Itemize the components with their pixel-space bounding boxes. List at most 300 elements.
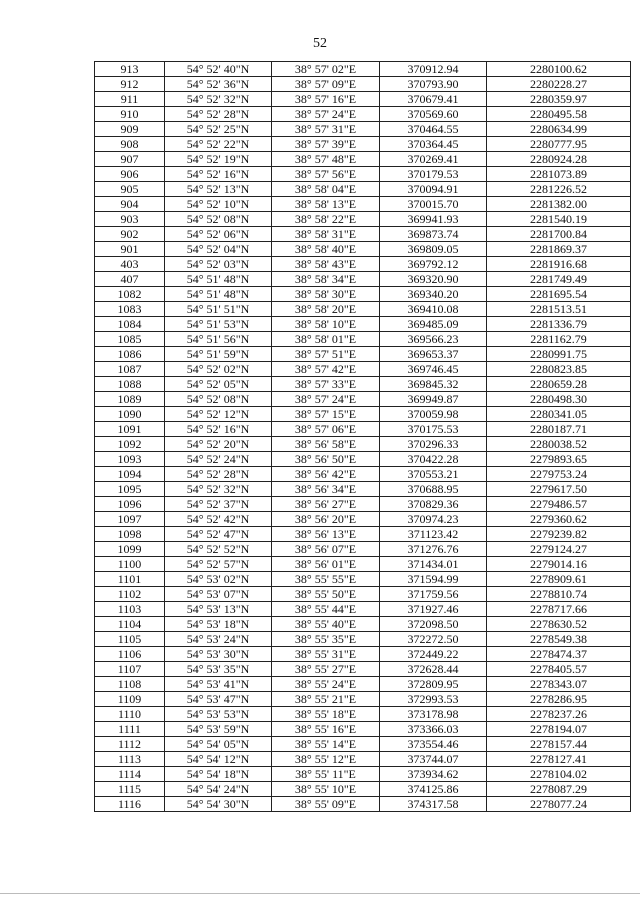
x-coordinate-cell: 370679.41 [380, 92, 487, 107]
x-coordinate-cell: 371123.42 [380, 527, 487, 542]
x-coordinate-cell: 373744.07 [380, 752, 487, 767]
y-coordinate-cell: 2279014.16 [487, 557, 631, 572]
y-coordinate-cell: 2280495.58 [487, 107, 631, 122]
y-coordinate-cell: 2280341.05 [487, 407, 631, 422]
point-number-cell: 904 [95, 197, 165, 212]
point-number-cell: 912 [95, 77, 165, 92]
latitude-cell: 54° 54' 18"N [165, 767, 272, 782]
point-number-cell: 1085 [95, 332, 165, 347]
table-row [95, 317, 631, 332]
point-number-cell: 1101 [95, 572, 165, 587]
latitude-cell: 54° 53' 53"N [165, 707, 272, 722]
longitude-cell: 38° 58' 31"E [272, 227, 380, 242]
point-number-cell: 1109 [95, 692, 165, 707]
latitude-cell: 54° 52' 24"N [165, 452, 272, 467]
latitude-cell: 54° 52' 12"N [165, 407, 272, 422]
x-coordinate-cell: 369809.05 [380, 242, 487, 257]
latitude-cell: 54° 53' 13"N [165, 602, 272, 617]
y-coordinate-cell: 2278157.44 [487, 737, 631, 752]
latitude-cell: 54° 52' 22"N [165, 137, 272, 152]
table-row [95, 782, 631, 797]
x-coordinate-cell: 370422.28 [380, 452, 487, 467]
y-coordinate-cell: 2281869.37 [487, 242, 631, 257]
latitude-cell: 54° 52' 57"N [165, 557, 272, 572]
point-number-cell: 1097 [95, 512, 165, 527]
y-coordinate-cell: 2279239.82 [487, 527, 631, 542]
longitude-cell: 38° 56' 13"E [272, 527, 380, 542]
x-coordinate-cell: 370269.41 [380, 152, 487, 167]
x-coordinate-cell: 370553.21 [380, 467, 487, 482]
latitude-cell: 54° 51' 48"N [165, 272, 272, 287]
latitude-cell: 54° 54' 30"N [165, 797, 272, 812]
x-coordinate-cell: 369653.37 [380, 347, 487, 362]
longitude-cell: 38° 56' 50"E [272, 452, 380, 467]
longitude-cell: 38° 58' 13"E [272, 197, 380, 212]
point-number-cell: 1095 [95, 482, 165, 497]
point-number-cell: 1116 [95, 797, 165, 812]
latitude-cell: 54° 52' 16"N [165, 167, 272, 182]
x-coordinate-cell: 371434.01 [380, 557, 487, 572]
y-coordinate-cell: 2280498.30 [487, 392, 631, 407]
point-number-cell: 1082 [95, 287, 165, 302]
table-row [95, 437, 631, 452]
table-row [95, 527, 631, 542]
table-row [95, 77, 631, 92]
latitude-cell: 54° 53' 35"N [165, 662, 272, 677]
latitude-cell: 54° 52' 19"N [165, 152, 272, 167]
latitude-cell: 54° 54' 24"N [165, 782, 272, 797]
x-coordinate-cell: 370015.70 [380, 197, 487, 212]
longitude-cell: 38° 58' 40"E [272, 242, 380, 257]
longitude-cell: 38° 58' 20"E [272, 302, 380, 317]
table-row [95, 692, 631, 707]
longitude-cell: 38° 55' 16"E [272, 722, 380, 737]
longitude-cell: 38° 57' 24"E [272, 107, 380, 122]
point-number-cell: 901 [95, 242, 165, 257]
x-coordinate-cell: 369320.90 [380, 272, 487, 287]
x-coordinate-cell: 369949.87 [380, 392, 487, 407]
longitude-cell: 38° 55' 55"E [272, 572, 380, 587]
x-coordinate-cell: 370829.36 [380, 497, 487, 512]
latitude-cell: 54° 51' 51"N [165, 302, 272, 317]
point-number-cell: 1108 [95, 677, 165, 692]
table-row [95, 587, 631, 602]
table-row [95, 197, 631, 212]
x-coordinate-cell: 371594.99 [380, 572, 487, 587]
y-coordinate-cell: 2278717.66 [487, 602, 631, 617]
table-row [95, 497, 631, 512]
y-coordinate-cell: 2278343.07 [487, 677, 631, 692]
table-row [95, 512, 631, 527]
point-number-cell: 1091 [95, 422, 165, 437]
page-bottom-edge [0, 893, 640, 894]
longitude-cell: 38° 58' 22"E [272, 212, 380, 227]
longitude-cell: 38° 55' 10"E [272, 782, 380, 797]
table-row [95, 182, 631, 197]
latitude-cell: 54° 53' 24"N [165, 632, 272, 647]
longitude-cell: 38° 57' 16"E [272, 92, 380, 107]
latitude-cell: 54° 52' 20"N [165, 437, 272, 452]
longitude-cell: 38° 55' 12"E [272, 752, 380, 767]
longitude-cell: 38° 55' 27"E [272, 662, 380, 677]
x-coordinate-cell: 370688.95 [380, 482, 487, 497]
latitude-cell: 54° 53' 41"N [165, 677, 272, 692]
latitude-cell: 54° 51' 53"N [165, 317, 272, 332]
y-coordinate-cell: 2279360.62 [487, 512, 631, 527]
x-coordinate-cell: 372993.53 [380, 692, 487, 707]
x-coordinate-cell: 370912.94 [380, 62, 487, 77]
table-row [95, 377, 631, 392]
latitude-cell: 54° 53' 18"N [165, 617, 272, 632]
longitude-cell: 38° 57' 24"E [272, 392, 380, 407]
latitude-cell: 54° 51' 56"N [165, 332, 272, 347]
longitude-cell: 38° 57' 31"E [272, 122, 380, 137]
latitude-cell: 54° 52' 03"N [165, 257, 272, 272]
point-number-cell: 1090 [95, 407, 165, 422]
latitude-cell: 54° 52' 13"N [165, 182, 272, 197]
latitude-cell: 54° 54' 12"N [165, 752, 272, 767]
table-row [95, 647, 631, 662]
table-row [95, 722, 631, 737]
y-coordinate-cell: 2279486.57 [487, 497, 631, 512]
longitude-cell: 38° 57' 09"E [272, 77, 380, 92]
y-coordinate-cell: 2280777.95 [487, 137, 631, 152]
y-coordinate-cell: 2280823.85 [487, 362, 631, 377]
latitude-cell: 54° 52' 40"N [165, 62, 272, 77]
longitude-cell: 38° 56' 34"E [272, 482, 380, 497]
table-row [95, 122, 631, 137]
longitude-cell: 38° 56' 20"E [272, 512, 380, 527]
y-coordinate-cell: 2280991.75 [487, 347, 631, 362]
longitude-cell: 38° 56' 07"E [272, 542, 380, 557]
y-coordinate-cell: 2278194.07 [487, 722, 631, 737]
point-number-cell: 403 [95, 257, 165, 272]
coordinates-table-body [95, 62, 631, 812]
longitude-cell: 38° 55' 50"E [272, 587, 380, 602]
table-row [95, 227, 631, 242]
x-coordinate-cell: 369485.09 [380, 317, 487, 332]
x-coordinate-cell: 370569.60 [380, 107, 487, 122]
page-number: 52 [313, 36, 327, 51]
y-coordinate-cell: 2278810.74 [487, 587, 631, 602]
x-coordinate-cell: 372809.95 [380, 677, 487, 692]
latitude-cell: 54° 52' 25"N [165, 122, 272, 137]
table-row [95, 92, 631, 107]
x-coordinate-cell: 370464.55 [380, 122, 487, 137]
longitude-cell: 38° 58' 10"E [272, 317, 380, 332]
point-number-cell: 1083 [95, 302, 165, 317]
longitude-cell: 38° 58' 43"E [272, 257, 380, 272]
x-coordinate-cell: 371759.56 [380, 587, 487, 602]
longitude-cell: 38° 57' 39"E [272, 137, 380, 152]
point-number-cell: 909 [95, 122, 165, 137]
latitude-cell: 54° 53' 47"N [165, 692, 272, 707]
x-coordinate-cell: 369340.20 [380, 287, 487, 302]
coordinates-table [94, 61, 631, 812]
table-row [95, 452, 631, 467]
x-coordinate-cell: 373554.46 [380, 737, 487, 752]
latitude-cell: 54° 51' 48"N [165, 287, 272, 302]
table-row [95, 107, 631, 122]
table-row [95, 242, 631, 257]
point-number-cell: 1107 [95, 662, 165, 677]
x-coordinate-cell: 372449.22 [380, 647, 487, 662]
table-row [95, 62, 631, 77]
longitude-cell: 38° 55' 40"E [272, 617, 380, 632]
point-number-cell: 905 [95, 182, 165, 197]
point-number-cell: 1102 [95, 587, 165, 602]
table-row [95, 767, 631, 782]
table-row [95, 332, 631, 347]
point-number-cell: 1093 [95, 452, 165, 467]
table-row [95, 797, 631, 812]
x-coordinate-cell: 371276.76 [380, 542, 487, 557]
point-number-cell: 903 [95, 212, 165, 227]
table-row [95, 632, 631, 647]
x-coordinate-cell: 370974.23 [380, 512, 487, 527]
x-coordinate-cell: 370793.90 [380, 77, 487, 92]
latitude-cell: 54° 52' 05"N [165, 377, 272, 392]
y-coordinate-cell: 2281226.52 [487, 182, 631, 197]
table-row [95, 257, 631, 272]
table-row [95, 362, 631, 377]
point-number-cell: 1086 [95, 347, 165, 362]
point-number-cell: 1088 [95, 377, 165, 392]
latitude-cell: 54° 52' 08"N [165, 212, 272, 227]
latitude-cell: 54° 52' 42"N [165, 512, 272, 527]
latitude-cell: 54° 52' 16"N [165, 422, 272, 437]
y-coordinate-cell: 2278909.61 [487, 572, 631, 587]
latitude-cell: 54° 51' 59"N [165, 347, 272, 362]
table-row [95, 137, 631, 152]
x-coordinate-cell: 372628.44 [380, 662, 487, 677]
y-coordinate-cell: 2281073.89 [487, 167, 631, 182]
latitude-cell: 54° 52' 06"N [165, 227, 272, 242]
table-row [95, 407, 631, 422]
longitude-cell: 38° 58' 04"E [272, 182, 380, 197]
table-row [95, 272, 631, 287]
x-coordinate-cell: 369746.45 [380, 362, 487, 377]
x-coordinate-cell: 370296.33 [380, 437, 487, 452]
table-row [95, 557, 631, 572]
y-coordinate-cell: 2278077.24 [487, 797, 631, 812]
x-coordinate-cell: 369941.93 [380, 212, 487, 227]
y-coordinate-cell: 2278549.38 [487, 632, 631, 647]
point-number-cell: 1084 [95, 317, 165, 332]
longitude-cell: 38° 55' 24"E [272, 677, 380, 692]
point-number-cell: 1096 [95, 497, 165, 512]
x-coordinate-cell: 373178.98 [380, 707, 487, 722]
latitude-cell: 54° 53' 02"N [165, 572, 272, 587]
latitude-cell: 54° 52' 47"N [165, 527, 272, 542]
y-coordinate-cell: 2278087.29 [487, 782, 631, 797]
y-coordinate-cell: 2281540.19 [487, 212, 631, 227]
y-coordinate-cell: 2279617.50 [487, 482, 631, 497]
table-row [95, 752, 631, 767]
point-number-cell: 1089 [95, 392, 165, 407]
y-coordinate-cell: 2278127.41 [487, 752, 631, 767]
longitude-cell: 38° 57' 56"E [272, 167, 380, 182]
longitude-cell: 38° 56' 42"E [272, 467, 380, 482]
point-number-cell: 1115 [95, 782, 165, 797]
y-coordinate-cell: 2280659.28 [487, 377, 631, 392]
y-coordinate-cell: 2280228.27 [487, 77, 631, 92]
y-coordinate-cell: 2280634.99 [487, 122, 631, 137]
latitude-cell: 54° 53' 30"N [165, 647, 272, 662]
y-coordinate-cell: 2281700.84 [487, 227, 631, 242]
point-number-cell: 1110 [95, 707, 165, 722]
point-number-cell: 1094 [95, 467, 165, 482]
table-row [95, 287, 631, 302]
point-number-cell: 908 [95, 137, 165, 152]
latitude-cell: 54° 53' 07"N [165, 587, 272, 602]
x-coordinate-cell: 369845.32 [380, 377, 487, 392]
y-coordinate-cell: 2278286.95 [487, 692, 631, 707]
x-coordinate-cell: 371927.46 [380, 602, 487, 617]
x-coordinate-cell: 369566.23 [380, 332, 487, 347]
x-coordinate-cell: 373366.03 [380, 722, 487, 737]
point-number-cell: 1098 [95, 527, 165, 542]
table-row [95, 392, 631, 407]
y-coordinate-cell: 2280100.62 [487, 62, 631, 77]
longitude-cell: 38° 55' 31"E [272, 647, 380, 662]
latitude-cell: 54° 52' 04"N [165, 242, 272, 257]
table-row [95, 572, 631, 587]
point-number-cell: 1103 [95, 602, 165, 617]
latitude-cell: 54° 53' 59"N [165, 722, 272, 737]
table-row [95, 422, 631, 437]
longitude-cell: 38° 58' 34"E [272, 272, 380, 287]
latitude-cell: 54° 52' 08"N [165, 392, 272, 407]
point-number-cell: 1100 [95, 557, 165, 572]
longitude-cell: 38° 55' 18"E [272, 707, 380, 722]
y-coordinate-cell: 2278104.02 [487, 767, 631, 782]
point-number-cell: 1105 [95, 632, 165, 647]
table-row [95, 167, 631, 182]
longitude-cell: 38° 55' 44"E [272, 602, 380, 617]
x-coordinate-cell: 374125.86 [380, 782, 487, 797]
point-number-cell: 1092 [95, 437, 165, 452]
point-number-cell: 907 [95, 152, 165, 167]
y-coordinate-cell: 2278474.37 [487, 647, 631, 662]
longitude-cell: 38° 58' 30"E [272, 287, 380, 302]
longitude-cell: 38° 56' 01"E [272, 557, 380, 572]
longitude-cell: 38° 57' 02"E [272, 62, 380, 77]
longitude-cell: 38° 58' 01"E [272, 332, 380, 347]
x-coordinate-cell: 369410.08 [380, 302, 487, 317]
y-coordinate-cell: 2279124.27 [487, 542, 631, 557]
y-coordinate-cell: 2279893.65 [487, 452, 631, 467]
latitude-cell: 54° 52' 32"N [165, 92, 272, 107]
table-row [95, 347, 631, 362]
point-number-cell: 1111 [95, 722, 165, 737]
latitude-cell: 54° 52' 28"N [165, 107, 272, 122]
y-coordinate-cell: 2281695.54 [487, 287, 631, 302]
longitude-cell: 38° 55' 09"E [272, 797, 380, 812]
longitude-cell: 38° 55' 11"E [272, 767, 380, 782]
y-coordinate-cell: 2280359.97 [487, 92, 631, 107]
longitude-cell: 38° 56' 27"E [272, 497, 380, 512]
longitude-cell: 38° 57' 42"E [272, 362, 380, 377]
x-coordinate-cell: 372272.50 [380, 632, 487, 647]
longitude-cell: 38° 55' 21"E [272, 692, 380, 707]
table-row [95, 482, 631, 497]
point-number-cell: 906 [95, 167, 165, 182]
latitude-cell: 54° 52' 32"N [165, 482, 272, 497]
table-row [95, 677, 631, 692]
longitude-cell: 38° 57' 33"E [272, 377, 380, 392]
table-row [95, 737, 631, 752]
y-coordinate-cell: 2280038.52 [487, 437, 631, 452]
point-number-cell: 913 [95, 62, 165, 77]
table-row [95, 617, 631, 632]
table-row [95, 662, 631, 677]
y-coordinate-cell: 2281749.49 [487, 272, 631, 287]
y-coordinate-cell: 2280924.28 [487, 152, 631, 167]
latitude-cell: 54° 52' 52"N [165, 542, 272, 557]
point-number-cell: 407 [95, 272, 165, 287]
table-row [95, 542, 631, 557]
y-coordinate-cell: 2281513.51 [487, 302, 631, 317]
x-coordinate-cell: 370059.98 [380, 407, 487, 422]
x-coordinate-cell: 369873.74 [380, 227, 487, 242]
point-number-cell: 1106 [95, 647, 165, 662]
point-number-cell: 1087 [95, 362, 165, 377]
latitude-cell: 54° 52' 36"N [165, 77, 272, 92]
y-coordinate-cell: 2281916.68 [487, 257, 631, 272]
point-number-cell: 1113 [95, 752, 165, 767]
y-coordinate-cell: 2281162.79 [487, 332, 631, 347]
table-row [95, 212, 631, 227]
longitude-cell: 38° 55' 35"E [272, 632, 380, 647]
latitude-cell: 54° 52' 28"N [165, 467, 272, 482]
x-coordinate-cell: 370175.53 [380, 422, 487, 437]
point-number-cell: 910 [95, 107, 165, 122]
point-number-cell: 1104 [95, 617, 165, 632]
y-coordinate-cell: 2278237.26 [487, 707, 631, 722]
table-row [95, 707, 631, 722]
table-row [95, 302, 631, 317]
x-coordinate-cell: 370179.53 [380, 167, 487, 182]
x-coordinate-cell: 373934.62 [380, 767, 487, 782]
point-number-cell: 1112 [95, 737, 165, 752]
point-number-cell: 1114 [95, 767, 165, 782]
y-coordinate-cell: 2281382.00 [487, 197, 631, 212]
x-coordinate-cell: 374317.58 [380, 797, 487, 812]
longitude-cell: 38° 57' 06"E [272, 422, 380, 437]
table-row [95, 152, 631, 167]
point-number-cell: 902 [95, 227, 165, 242]
table-row [95, 602, 631, 617]
x-coordinate-cell: 372098.50 [380, 617, 487, 632]
y-coordinate-cell: 2279753.24 [487, 467, 631, 482]
latitude-cell: 54° 52' 10"N [165, 197, 272, 212]
longitude-cell: 38° 55' 14"E [272, 737, 380, 752]
x-coordinate-cell: 369792.12 [380, 257, 487, 272]
y-coordinate-cell: 2280187.71 [487, 422, 631, 437]
latitude-cell: 54° 54' 05"N [165, 737, 272, 752]
y-coordinate-cell: 2281336.79 [487, 317, 631, 332]
longitude-cell: 38° 57' 15"E [272, 407, 380, 422]
y-coordinate-cell: 2278405.57 [487, 662, 631, 677]
x-coordinate-cell: 370094.91 [380, 182, 487, 197]
point-number-cell: 911 [95, 92, 165, 107]
x-coordinate-cell: 370364.45 [380, 137, 487, 152]
point-number-cell: 1099 [95, 542, 165, 557]
latitude-cell: 54° 52' 37"N [165, 497, 272, 512]
longitude-cell: 38° 56' 58"E [272, 437, 380, 452]
y-coordinate-cell: 2278630.52 [487, 617, 631, 632]
